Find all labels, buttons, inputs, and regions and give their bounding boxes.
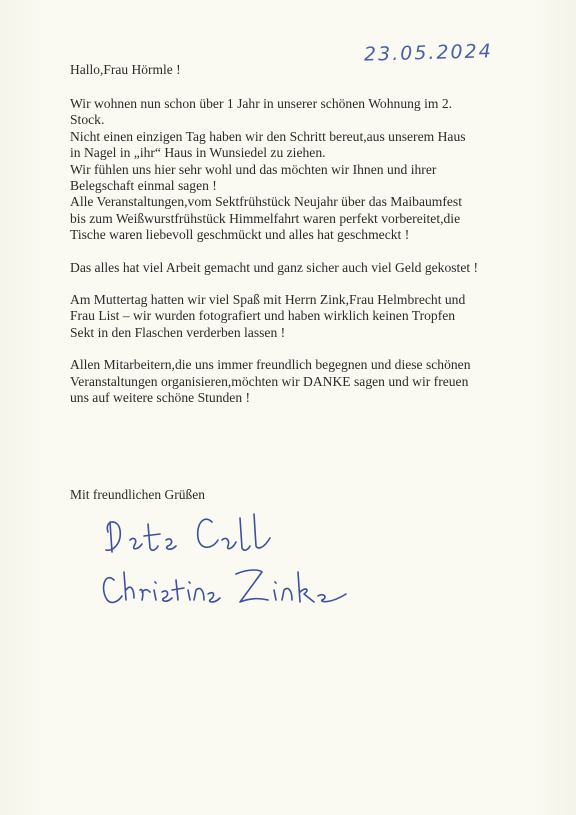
letter-body — [70, 96, 546, 407]
text-line: Alle Veranstaltungen,vom Sektfrühstück Neujahr über das Maibaumfest — [70, 194, 462, 210]
paragraph-spacer — [70, 244, 546, 260]
signature-stroke — [318, 594, 346, 602]
text-line: Sekt in den Flaschen verderben lassen ! — [70, 324, 286, 340]
signature-stroke — [222, 538, 236, 548]
signature-stroke — [298, 572, 314, 602]
signature-stroke — [274, 582, 276, 600]
text-line: bis zum Weißwurstfrühstück Himmelfahrt waren perfekt vorbereitet,die — [70, 210, 461, 226]
signature-stroke — [106, 522, 120, 552]
signature-stroke — [240, 518, 250, 550]
signature-stroke — [162, 591, 172, 601]
text-line: Das alles hat viel Arbeit gemacht und ganz sicher auch viel Geld gekostet ! — [70, 259, 479, 275]
text-line: Allen Mitarbeitern,die uns immer freundlich begegnen und diese schönen — [70, 357, 471, 373]
signature-stroke — [236, 570, 268, 602]
text-line: Tische waren liebevoll geschmückt und alles hat geschmeckt ! — [70, 227, 410, 243]
text-line: Stock. — [70, 112, 105, 128]
text-line: Frau List – wir wurden fotografiert und haben wirklich keinen Tropfen — [70, 308, 456, 324]
paragraph-spacer — [70, 341, 546, 357]
text-line: Belegschaft einmal sagen ! — [70, 178, 217, 194]
signature-stroke — [140, 589, 150, 600]
paragraph-spacer — [70, 276, 546, 292]
paragraph-4 — [70, 357, 546, 406]
text-line: in Nagel in „ihr“ Haus in Wunsiedel zu ziehen. — [70, 145, 326, 161]
signature-stroke — [282, 588, 292, 600]
text-line: Veranstaltungen organisieren,möchten wir DANKE sagen und wir freuen — [70, 373, 469, 389]
signature-stroke — [188, 582, 190, 600]
paragraph-1 — [70, 96, 546, 244]
signature-stroke — [254, 514, 270, 548]
signature-stroke — [104, 578, 122, 603]
letter-closing: Mit freundlichen Grüßen — [70, 487, 205, 502]
handwritten-signature — [100, 510, 380, 615]
text-line: Nicht einen einzigen Tag haben wir den Schritt bereut,aus unserem Haus — [70, 128, 466, 144]
text-line: Am Muttertag hatten wir viel Spaß mit Herrn Zink,Frau Helmbrecht und — [70, 292, 466, 308]
paragraph-3 — [70, 292, 546, 341]
signature-stroke — [124, 572, 134, 600]
signature-stroke — [144, 534, 160, 536]
signature-stroke — [130, 538, 142, 548]
text-line: Wir fühlen uns hier sehr wohl und das möchten wir Ihnen und ihrer — [70, 161, 437, 177]
signature-stroke — [148, 524, 158, 550]
signature-stroke — [198, 519, 218, 547]
letter-greeting: Hallo,Frau Hörmle ! — [70, 62, 181, 77]
signature-stroke — [154, 582, 156, 600]
text-line: Wir wohnen nun schon über 1 Jahr in unserer schönen Wohnung im 2. — [70, 96, 453, 111]
signature-stroke — [194, 588, 204, 600]
signature-stroke — [166, 539, 176, 549]
text-line: uns auf weitere schöne Stunden ! — [70, 390, 251, 406]
paragraph-2 — [70, 260, 546, 276]
handwritten-date: 23.05.2024 — [363, 40, 494, 66]
signature-drawing — [100, 510, 380, 615]
signature-stroke — [208, 593, 220, 602]
signature-stroke — [172, 580, 184, 600]
